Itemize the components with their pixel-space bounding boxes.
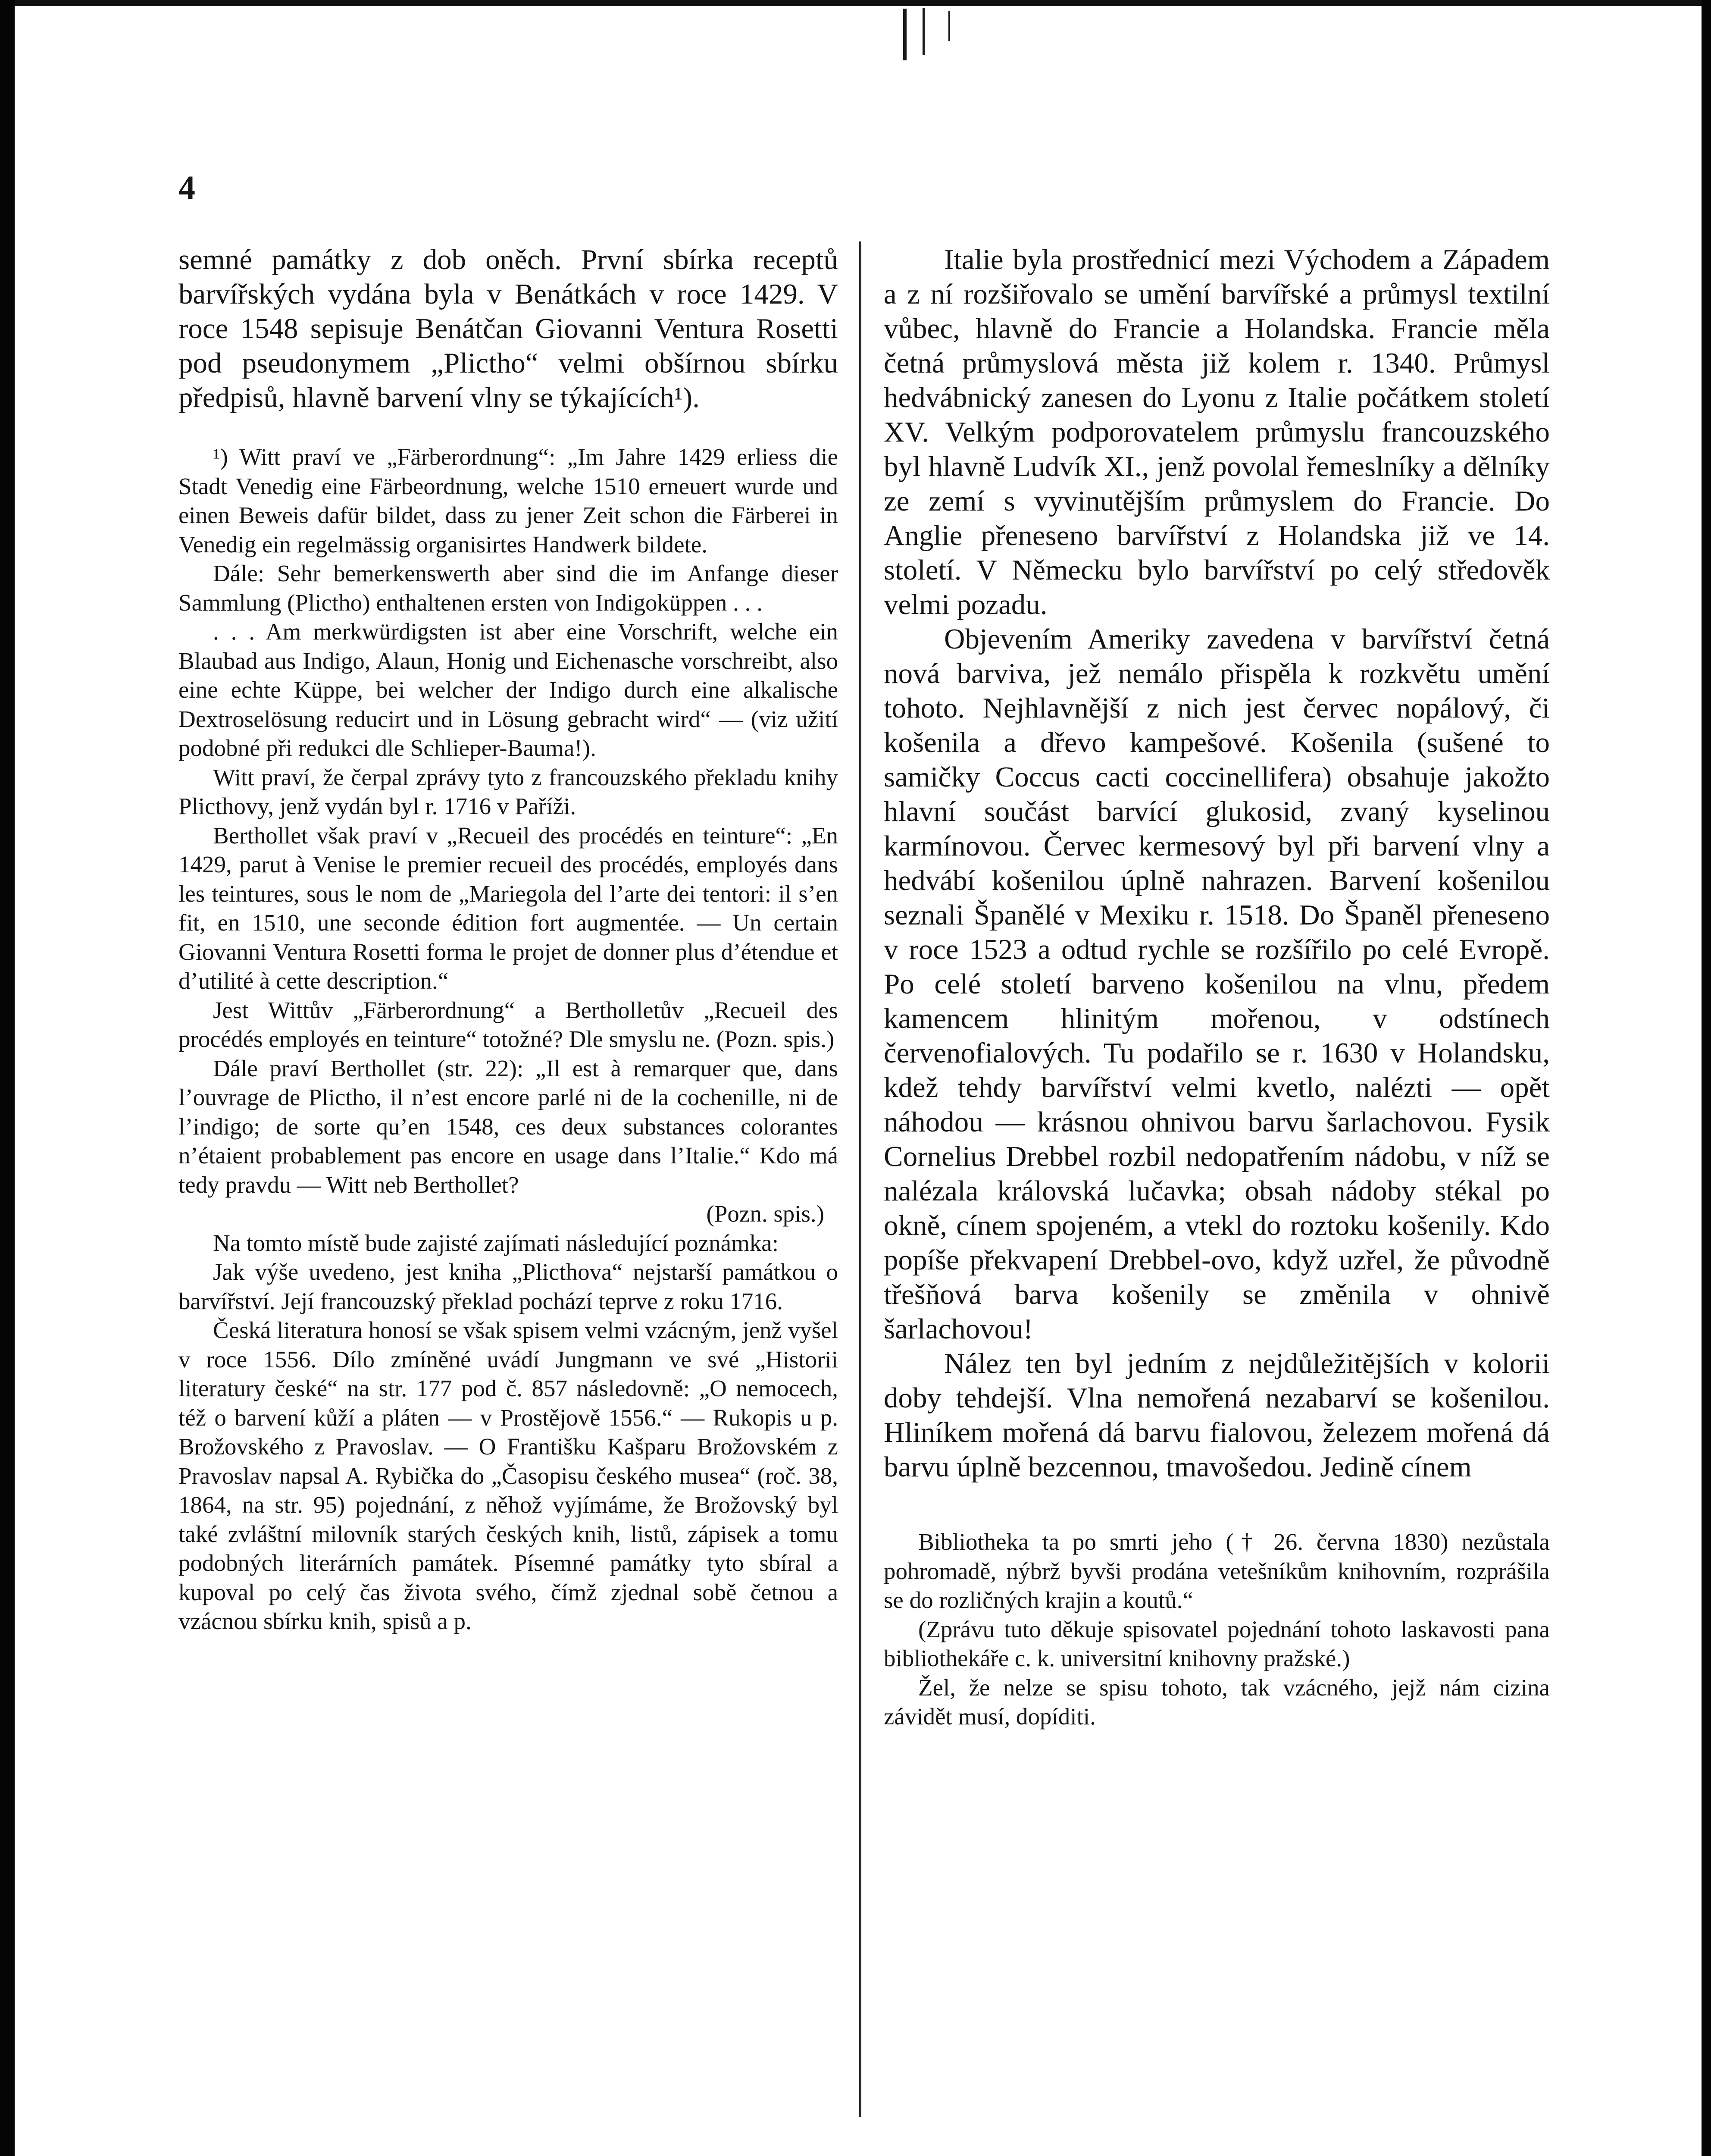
footnote-paragraph: Dále praví Berthollet (str. 22): „Il est à remarquer que, dans l’ouvrage de Plictho, il n’est encore parlé ni de la cochenille, ni de l’indigo; de sorte qu’en 1548, ces deux substances colorantes n’étaient probablement pas encore en usage dans l’Italie.“ Kdo má tedy pravdu — Witt neb Berthollet? xyxy=(178,1055,838,1198)
right-column xyxy=(884,242,1550,1731)
main-text-paragraph: semné památky z dob oněch. První sbírka receptů barvířských vydána byla v Benátkách v roce 1429. V roce 1548 sepisuje Benátčan Giovanni Ventura Rosetti pod pseudonymem „Plictho“ velmi obšírnou sbírku předpisů, hlavně barvení vlny se týkajících¹). xyxy=(178,244,838,414)
scan-artifact xyxy=(903,9,907,60)
main-text-paragraph: Italie byla prostřednicí mezi Východem a Západem a z ní rozšiřovalo se umění barvířské a průmysl textilní vůbec, hlavně do Francie a Holandska. Francie měla četná průmyslová města již kolem r. 1340. Průmysl hedvábnický zanesen do Lyonu z Italie počátkem století XV. Velkým podporovatelem průmyslu francouzského byl hlavně Ludvík XI., jenž povolal řemeslníky a dělníky ze zemí s vyvinutějším průmyslem do Francie. Do Anglie přeneseno barvířství z Holandska již ve 14. století. V Německu bylo barvířství po celý středověk velmi pozadu. xyxy=(884,244,1550,620)
main-text-paragraph: Nález ten byl jedním z nejdůležitějších v kolorii doby tehdejší. Vlna nemořená nezabarví se košenilou. Hliníkem mořená dá barvu fialovou, železem mořená dá barvu úplně bezcennou, tmavošedou. Jedině cínem xyxy=(884,1348,1550,1483)
scan-border-top xyxy=(0,0,1711,6)
page-number: 4 xyxy=(178,169,195,206)
footnote-paragraph: (Zprávu tuto děkuje spisovatel pojednání tohoto laskavosti pana bibliothekáře c. k. universitní knihovny pražské.) xyxy=(884,1616,1550,1671)
footnote-author-note: (Pozn. spis.) xyxy=(706,1200,824,1227)
footnote-paragraph: Žel, že nelze se spisu tohoto, tak vzácného, jejž nám cizina závidět musí, dopíditi. xyxy=(884,1674,1550,1730)
left-column xyxy=(178,242,838,1636)
scan-border-left xyxy=(0,0,15,2156)
footnote-paragraph: Jest Wittův „Färberordnung“ a Bertholletův „Recueil des procédés employés en teinture“ totožné? Dle smyslu ne. (Pozn. spis.) xyxy=(178,997,838,1052)
scan-artifact xyxy=(923,8,925,55)
footnote-paragraph: Česká literatura honosí se však spisem velmi vzácným, jenž vyšel v roce 1556. Dílo zmíněné uvádí Jungmann ve své „Historii literatury české“ na str. 177 pod č. 857 následovně: „O nemocech, též o barvení kůží a pláten — v Prostějově 1556.“ — Rukopis u p. Brožovského z Pravoslav. — O Františku Kašparu Brožovském z Pravoslav napsal A. Rybička do „Časopisu českého musea“ (roč. 38, 1864, na str. 95) pojednání, z něhož vyjímáme, že Brožovský byl také zvláštní milovník starých českých knih, listů, zápisek a tomu podobných literárních památek. Písemné památky tyto sbíral a kupoval po celý čas života svého, čímž zjednal sobě četnou a vzácnou sbírku knih, spisů a p. xyxy=(178,1317,838,1634)
scan-artifact xyxy=(948,11,950,41)
scan-border-right xyxy=(1702,0,1711,2156)
footnote-paragraph: Na tomto místě bude zajisté zajímati následující poznámka: xyxy=(213,1229,779,1256)
footnote-paragraph: Witt praví, že čerpal zprávy tyto z francouzského překladu knihy Plicthovy, jenž vydán byl r. 1716 v Paříži. xyxy=(178,764,838,819)
footnote-paragraph: Berthollet však praví v „Recueil des procédés en teinture“: „En 1429, parut à Venise le premier recueil des procédés, employés dans les teintures, sous le nom de „Mariegola del l’arte dei tentori: il s’en fit, en 1510, une seconde édition fort augmentée. — Un certain Giovanni Ventura Rosetti forma le projet de donner plus d’étendue et d’utilité à cette description.“ xyxy=(178,822,838,994)
footnote-paragraph: . . . Am merkwürdigsten ist aber eine Vorschrift, welche ein Blaubad aus Indigo, Alaun, Honig und Eichenasche vorschreibt, also eine echte Küppe, bei welcher der Indigo durch eine alkalische Dextroselösung reducirt und in Lösung gebracht wird“ — (viz užití podobné při redukci dle Schlieper-Bauma!). xyxy=(178,618,838,761)
footnote-paragraph: Jak výše uvedeno, jest kniha „Plicthova“ nejstarší památkou o barvířství. Její francouzský překlad pochází teprve z roku 1716. xyxy=(178,1259,838,1314)
footnote-paragraph: Bibliotheka ta po smrti jeho († 26. června 1830) nezůstala pohromadě, nýbrž byvši prodána vetešníkům knihovním, rozprášila se do rozličných krajin a koutů.“ xyxy=(884,1529,1550,1613)
main-text-paragraph: Objevením Ameriky zavedena v barvířství četná nová barviva, jež nemálo přispěla k rozkvětu umění tohoto. Nejhlavnější z nich jest červec nopálový, či košenila a dřevo kampešové. Košenila (sušené to samičky Coccus cacti coccinellifera) obsahuje jakožto hlavní součást barvící glukosid, zvaný kyselinou karmínovou. Červec kermesový byl při barvení vlny a hedvábí košenilou úplně nahrazen. Barvení košenilou seznali Španělé v Mexiku r. 1518. Do Španěl přeneseno v roce 1523 a odtud rychle se rozšířilo po celé Evropě. Po celé století barveno košenilou na vlnu, předem kamencem hlinitým mořenou, v odstínech červenofialových. Tu podařilo se r. 1630 v Holandsku, kdež tehdy barvířství velmi kvetlo, nalézti — opět náhodou — krásnou ohnivou barvu šarlachovou. Fysik Cornelius Drebbel rozbil nedopatřením nádobu, v níž se nalézala královská lučavka; obsah nádoby stékal po okně, cínem spojeném, a vtekl do roztoku košenily. Kdo popíše překvapení Drebbel-ovo, když uzřel, že původně třešňová barva košenily se změnila v ohnivě šarlachovou! xyxy=(884,623,1550,1345)
footnote-paragraph: ¹) Witt praví ve „Färberordnung“: „Im Jahre 1429 erliess die Stadt Venedig eine Färbeordnung, welche 1510 erneuert wurde und einen Beweis dafür bildet, dass zu jener Zeit schon die Färberei in Venedig ein regelmässig organisirtes Handwerk bildete. xyxy=(178,444,838,558)
column-divider xyxy=(859,241,861,2117)
footnote-paragraph: Dále: Sehr bemerkenswerth aber sind die im Anfange dieser Sammlung (Plictho) enthaltenen ersten von Indigoküppen . . . xyxy=(178,560,838,616)
